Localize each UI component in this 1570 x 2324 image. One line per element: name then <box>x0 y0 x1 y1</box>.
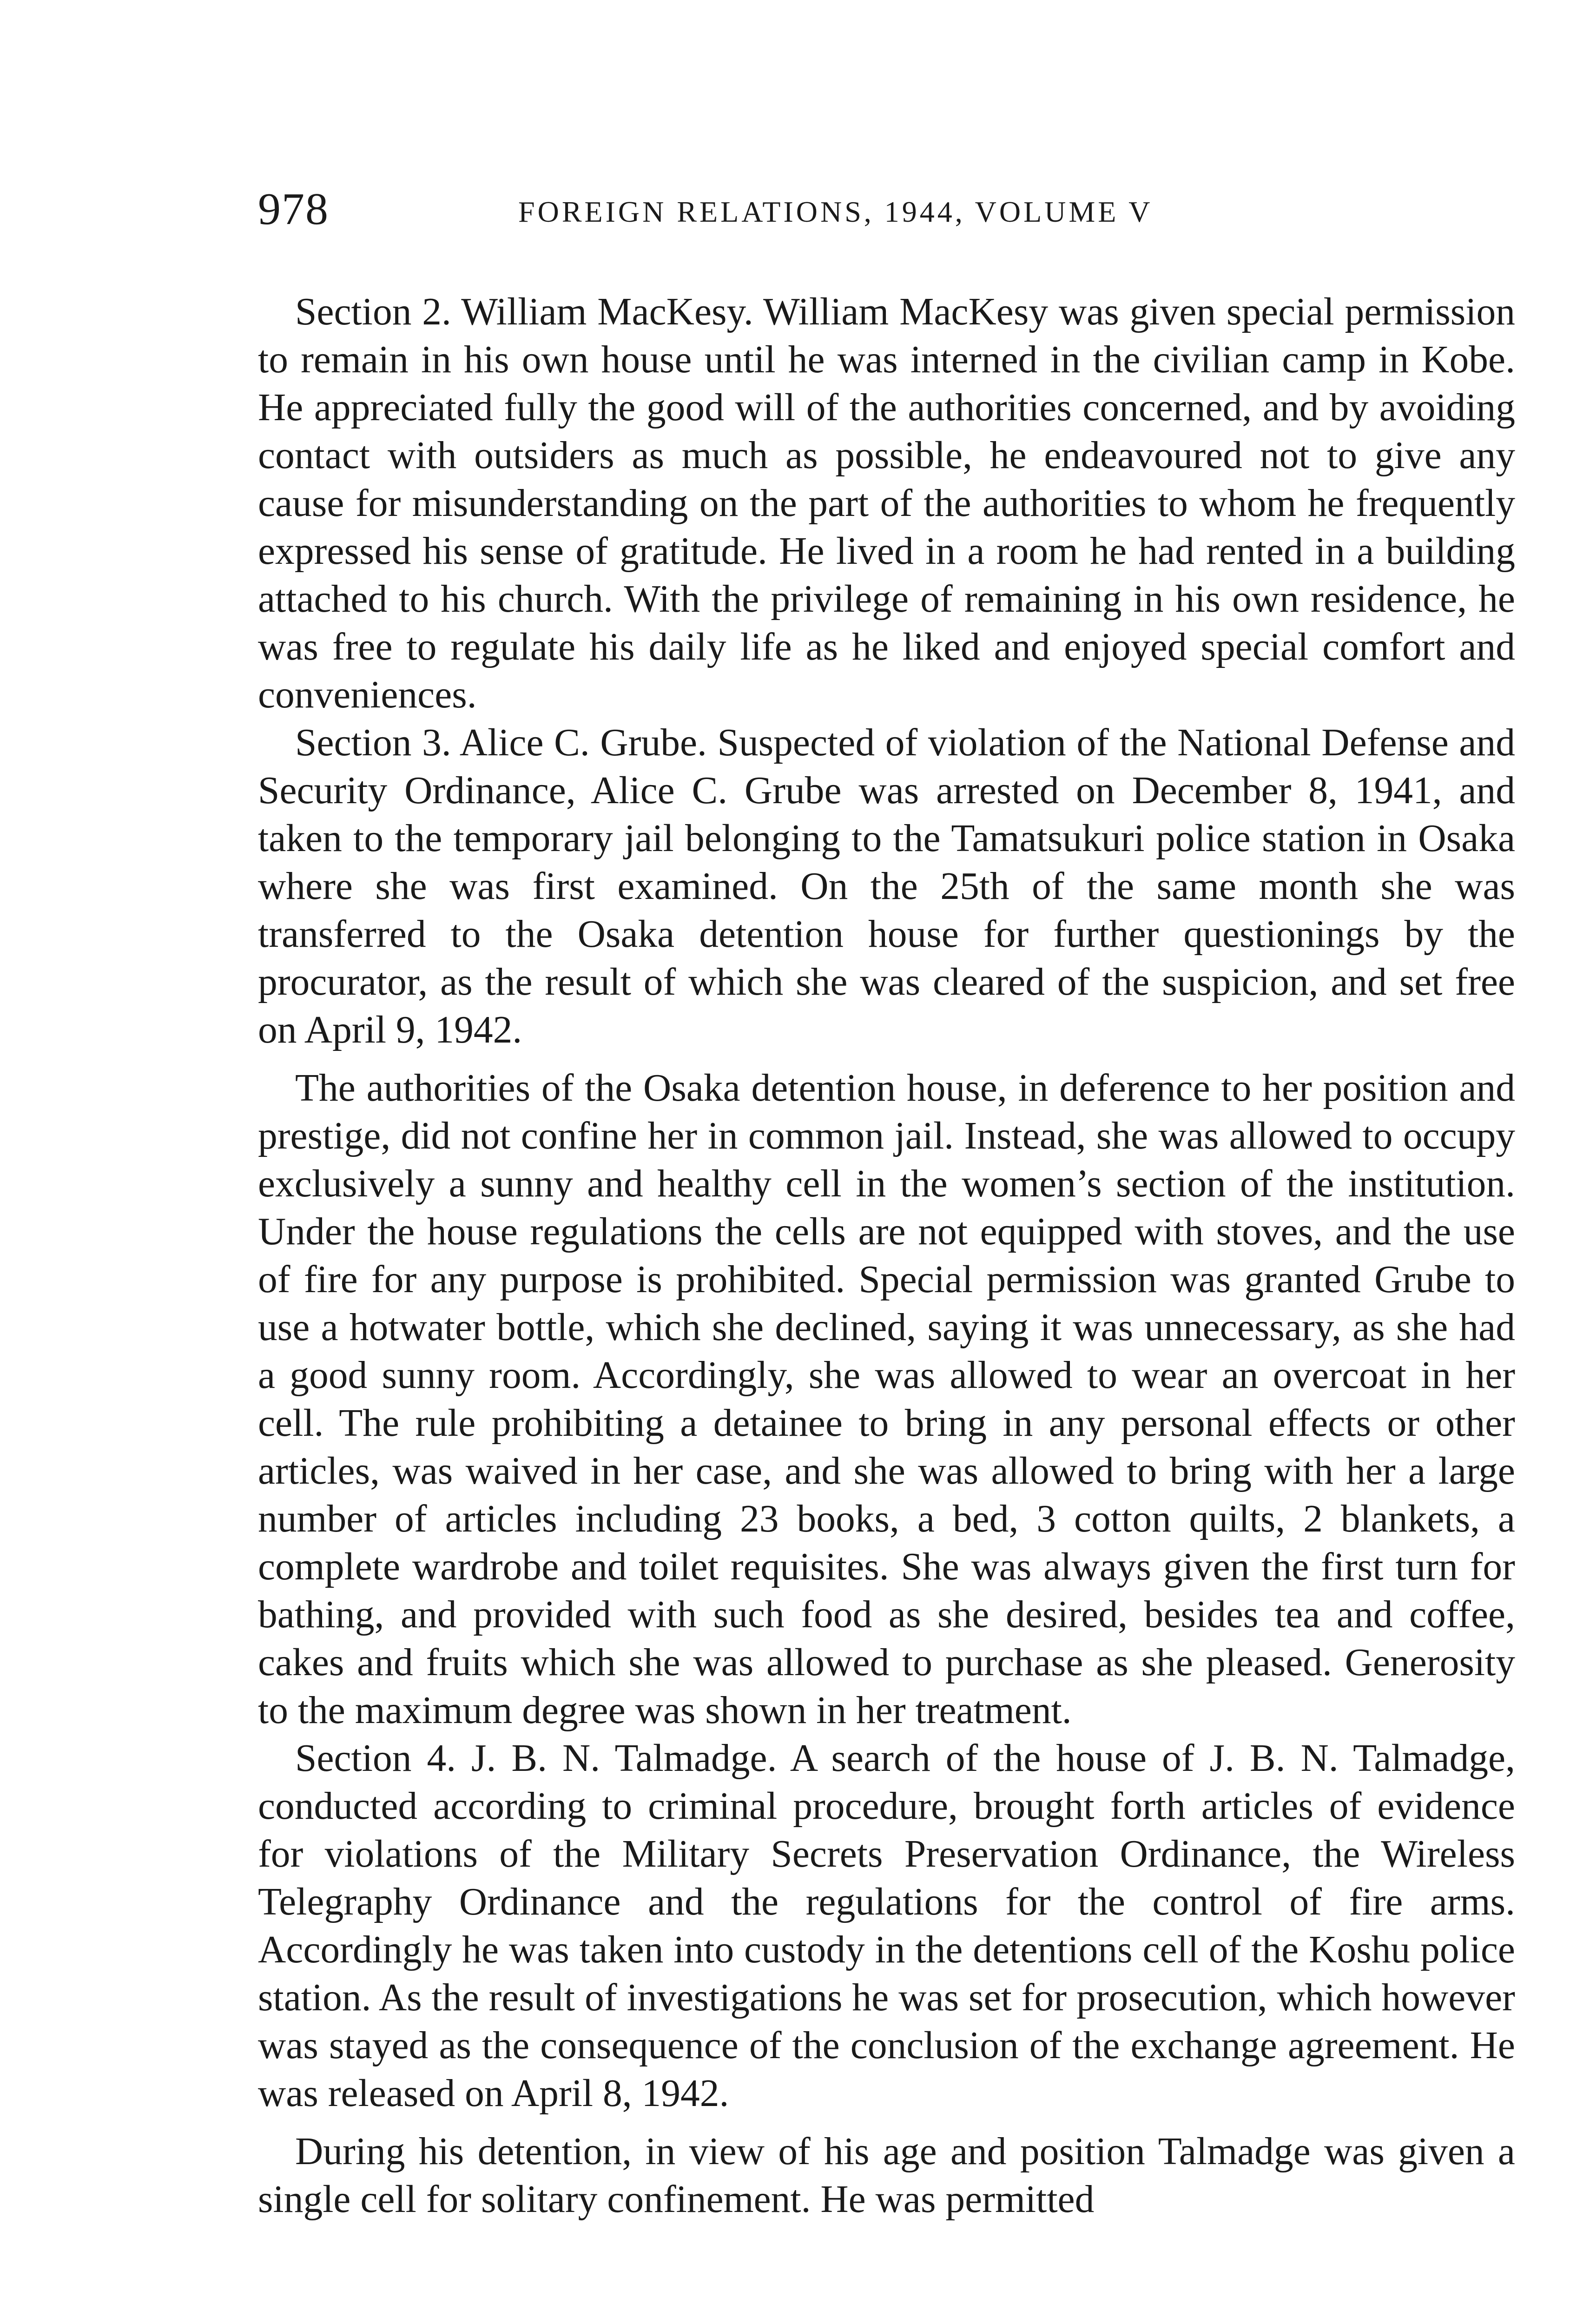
paragraph-section-3-grube: Section 3. Alice C. Grube. Suspected of violation of the National Defense and Security Ordinance, Alice C. Grube was arrested on December 8, 1941, and taken to the temporary jail belonging to the Tamatsukuri police station in Osaka where she was first examined. On the 25th of the same month she was transferred to the Osaka detention house for further questionings by the procurator, as the result of which she was cleared of the suspicion, and set free on April 9, 1942. <box>258 721 1515 1051</box>
body-text <box>258 288 1515 2224</box>
paragraph-section-4-talmadge: Section 4. J. B. N. Talmadge. A search of the house of J. B. N. Talmadge, conducted according to criminal procedure, brought forth articles of evidence for violations of the Military Secrets Preservation Ordinance, the Wireless Telegraphy Ordinance and the regulations for the control of fire arms. Accordingly he was taken into custody in the detentions cell of the Koshu police station. As the result of investigations he was set for prosecution, which however was stayed as the consequence of the conclusion of the exchange agreement. He was released on April 8, 1942. <box>258 1737 1515 2115</box>
running-head: FOREIGN RELATIONS, 1944, VOLUME V <box>518 195 1153 228</box>
paragraph-talmadge-detention: During his detention, in view of his age and position Talmadge was given a single cell for solitary confinement. He was permitted <box>258 2130 1515 2221</box>
page-header <box>258 184 1515 235</box>
document-page <box>258 184 1515 2224</box>
paragraph-section-2-mackesy: Section 2. William MacKesy. William MacKesy was given special permission to remain in his own house until he was interned in the civilian camp in Kobe. He appreciated fully the good will of the authorities concerned, and by avoiding contact with outsiders as much as possible, he endeavoured not to give any cause for misunderstanding on the part of the authorities to whom he frequently expressed his sense of gratitude. He lived in a room he had rented in a building attached to his church. With the privilege of remaining in his own residence, he was free to regulate his daily life as he liked and enjoyed special comfort and conveniences. <box>258 290 1515 716</box>
page-number: 978 <box>258 184 329 234</box>
paragraph-grube-treatment: The authorities of the Osaka detention house, in deference to her position and prestige, did not confine her in common jail. Instead, she was allowed to occupy exclusively a sunny and healthy cell in the women’s section of the institution. Under the house regulations the cells are not equipped with stoves, and the use of fire for any purpose is prohibited. Special permission was granted Grube to use a hotwater bottle, which she declined, saying it was unnecessary, as she had a good sunny room. Accordingly, she was allowed to wear an overcoat in her cell. The rule prohibiting a detainee to bring in any personal effects or other articles, was waived in her case, and she was allowed to bring with her a large number of articles including 23 books, a bed, 3 cotton quilts, 2 blankets, a complete wardrobe and toilet requisites. She was always given the first turn for bathing, and provided with such food as she desired, besides tea and coffee, cakes and fruits which she was allowed to purchase as she pleased. Generosity to the maximum degree was shown in her treatment. <box>258 1067 1515 1732</box>
